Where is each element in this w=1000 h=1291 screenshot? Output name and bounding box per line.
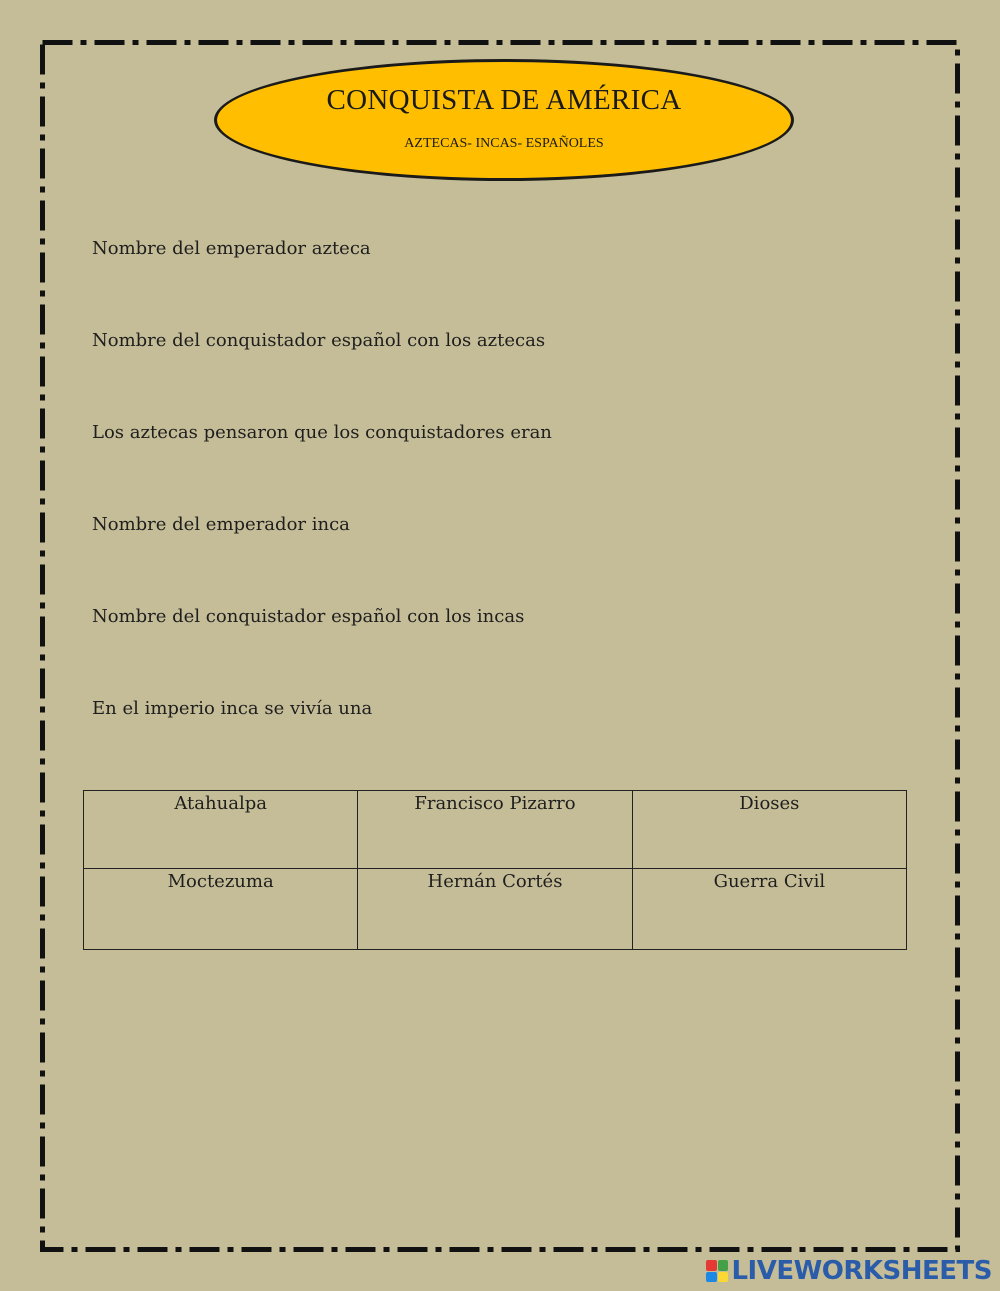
- question-4: Nombre del emperador inca: [92, 514, 350, 535]
- page-subtitle: AZTECAS- INCAS- ESPAÑOLES: [404, 136, 604, 151]
- word-bank-cell[interactable]: Hernán Cortés: [358, 869, 632, 950]
- question-1: Nombre del emperador azteca: [92, 238, 371, 259]
- liveworksheets-logo-icon: [706, 1260, 728, 1282]
- question-3: Los aztecas pensaron que los conquistadores eran: [92, 422, 552, 443]
- question-6: En el imperio inca se vivía una: [92, 698, 373, 719]
- word-bank-cell[interactable]: Moctezuma: [84, 869, 358, 950]
- table-row: [84, 869, 907, 950]
- liveworksheets-logo: [706, 1257, 992, 1285]
- word-bank-cell[interactable]: Guerra Civil: [632, 869, 906, 950]
- word-bank-table: [83, 790, 907, 950]
- question-2: Nombre del conquistador español con los aztecas: [92, 330, 546, 351]
- word-bank-cell[interactable]: Atahualpa: [84, 791, 358, 869]
- table-row: [84, 791, 907, 869]
- liveworksheets-logo-text: LIVEWORKSHEETS: [731, 1256, 992, 1286]
- dashed-page-border: [40, 40, 960, 1252]
- word-bank-cell[interactable]: Dioses: [632, 791, 906, 869]
- page-title: CONQUISTA DE AMÉRICA: [326, 84, 682, 116]
- title-banner: [214, 59, 794, 181]
- question-5: Nombre del conquistador español con los incas: [92, 606, 525, 627]
- word-bank-cell[interactable]: Francisco Pizarro: [358, 791, 632, 869]
